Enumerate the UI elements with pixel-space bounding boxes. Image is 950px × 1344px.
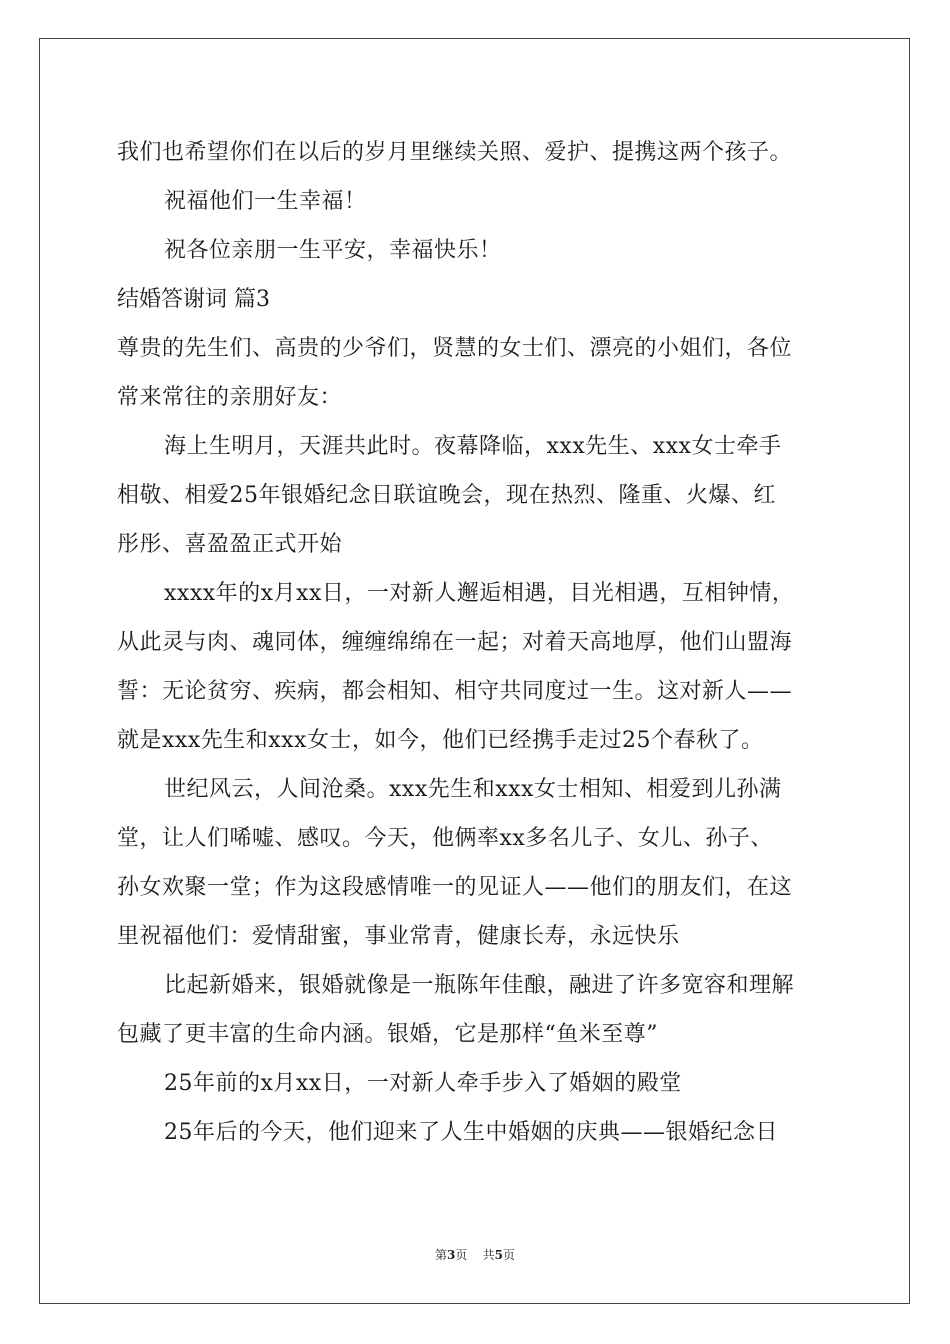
text-line: 誓：无论贫穷、疾病，都会相知、相守共同度过一生。这对新人—— <box>117 679 793 704</box>
text-line: 堂，让人们唏嘘、感叹。今天，他俩率xx多名儿子、女儿、孙子、 <box>117 826 773 851</box>
text-line: 我们也希望你们在以后的岁月里继续关照、爱护、提携这两个孩子。 <box>117 140 793 165</box>
document-body <box>117 128 837 1157</box>
text-line: xxxx年的x月xx日，一对新人邂逅相遇，目光相遇，互相钟情， <box>164 581 795 606</box>
page-footer <box>0 1246 950 1263</box>
text-line: 祝福他们一生幸福！ <box>164 189 367 214</box>
text-line: 相敬、相爱25年银婚纪念日联谊晚会，现在热烈、隆重、火爆、红 <box>117 483 776 508</box>
text-line: 里祝福他们：爱情甜蜜，事业常青，健康长寿，永远快乐 <box>117 924 680 949</box>
text-line: 彤彤、喜盈盈正式开始 <box>117 532 343 557</box>
text-line: 孙女欢聚一堂；作为这段感情唯一的见证人——他们的朋友们，在这 <box>117 875 793 900</box>
text-line: 25年前的x月xx日，一对新人牵手步入了婚姻的殿堂 <box>164 1071 682 1096</box>
page-current: 3 <box>446 1248 456 1262</box>
page-suffix: 页 <box>455 1248 468 1262</box>
text-line: 海上生明月，天涯共此时。夜幕降临，xxx先生、xxx女士牵手 <box>164 434 782 459</box>
text-line: 世纪风云，人间沧桑。xxx先生和xxx女士相知、相爱到儿孙满 <box>164 777 782 802</box>
text-line: 25年后的今天，他们迎来了人生中婚姻的庆典——银婚纪念日 <box>164 1120 778 1145</box>
total-prefix: 共 <box>482 1248 495 1262</box>
page-total: 5 <box>494 1248 503 1262</box>
text-line: 尊贵的先生们、高贵的少爷们，贤慧的女士们、漂亮的小姐们，各位 <box>117 336 793 361</box>
text-line: 从此灵与肉、魂同体，缠缠绵绵在一起；对着天高地厚，他们山盟海 <box>117 630 793 655</box>
page-prefix: 第 <box>434 1248 447 1262</box>
section-heading: 结婚答谢词 篇3 <box>117 287 270 312</box>
text-line: 比起新婚来，银婚就像是一瓶陈年佳酿，融进了许多宽容和理解 <box>164 973 795 998</box>
total-suffix: 页 <box>503 1248 516 1262</box>
text-line: 祝各位亲朋一生平安，幸福快乐！ <box>164 238 502 263</box>
text-line: 常来常往的亲朋好友： <box>117 385 343 410</box>
text-line: 就是xxx先生和xxx女士，如今，他们已经携手走过25个春秋了。 <box>117 728 764 753</box>
text-line: 包藏了更丰富的生命内涵。银婚，它是那样“鱼米至尊” <box>117 1022 658 1047</box>
